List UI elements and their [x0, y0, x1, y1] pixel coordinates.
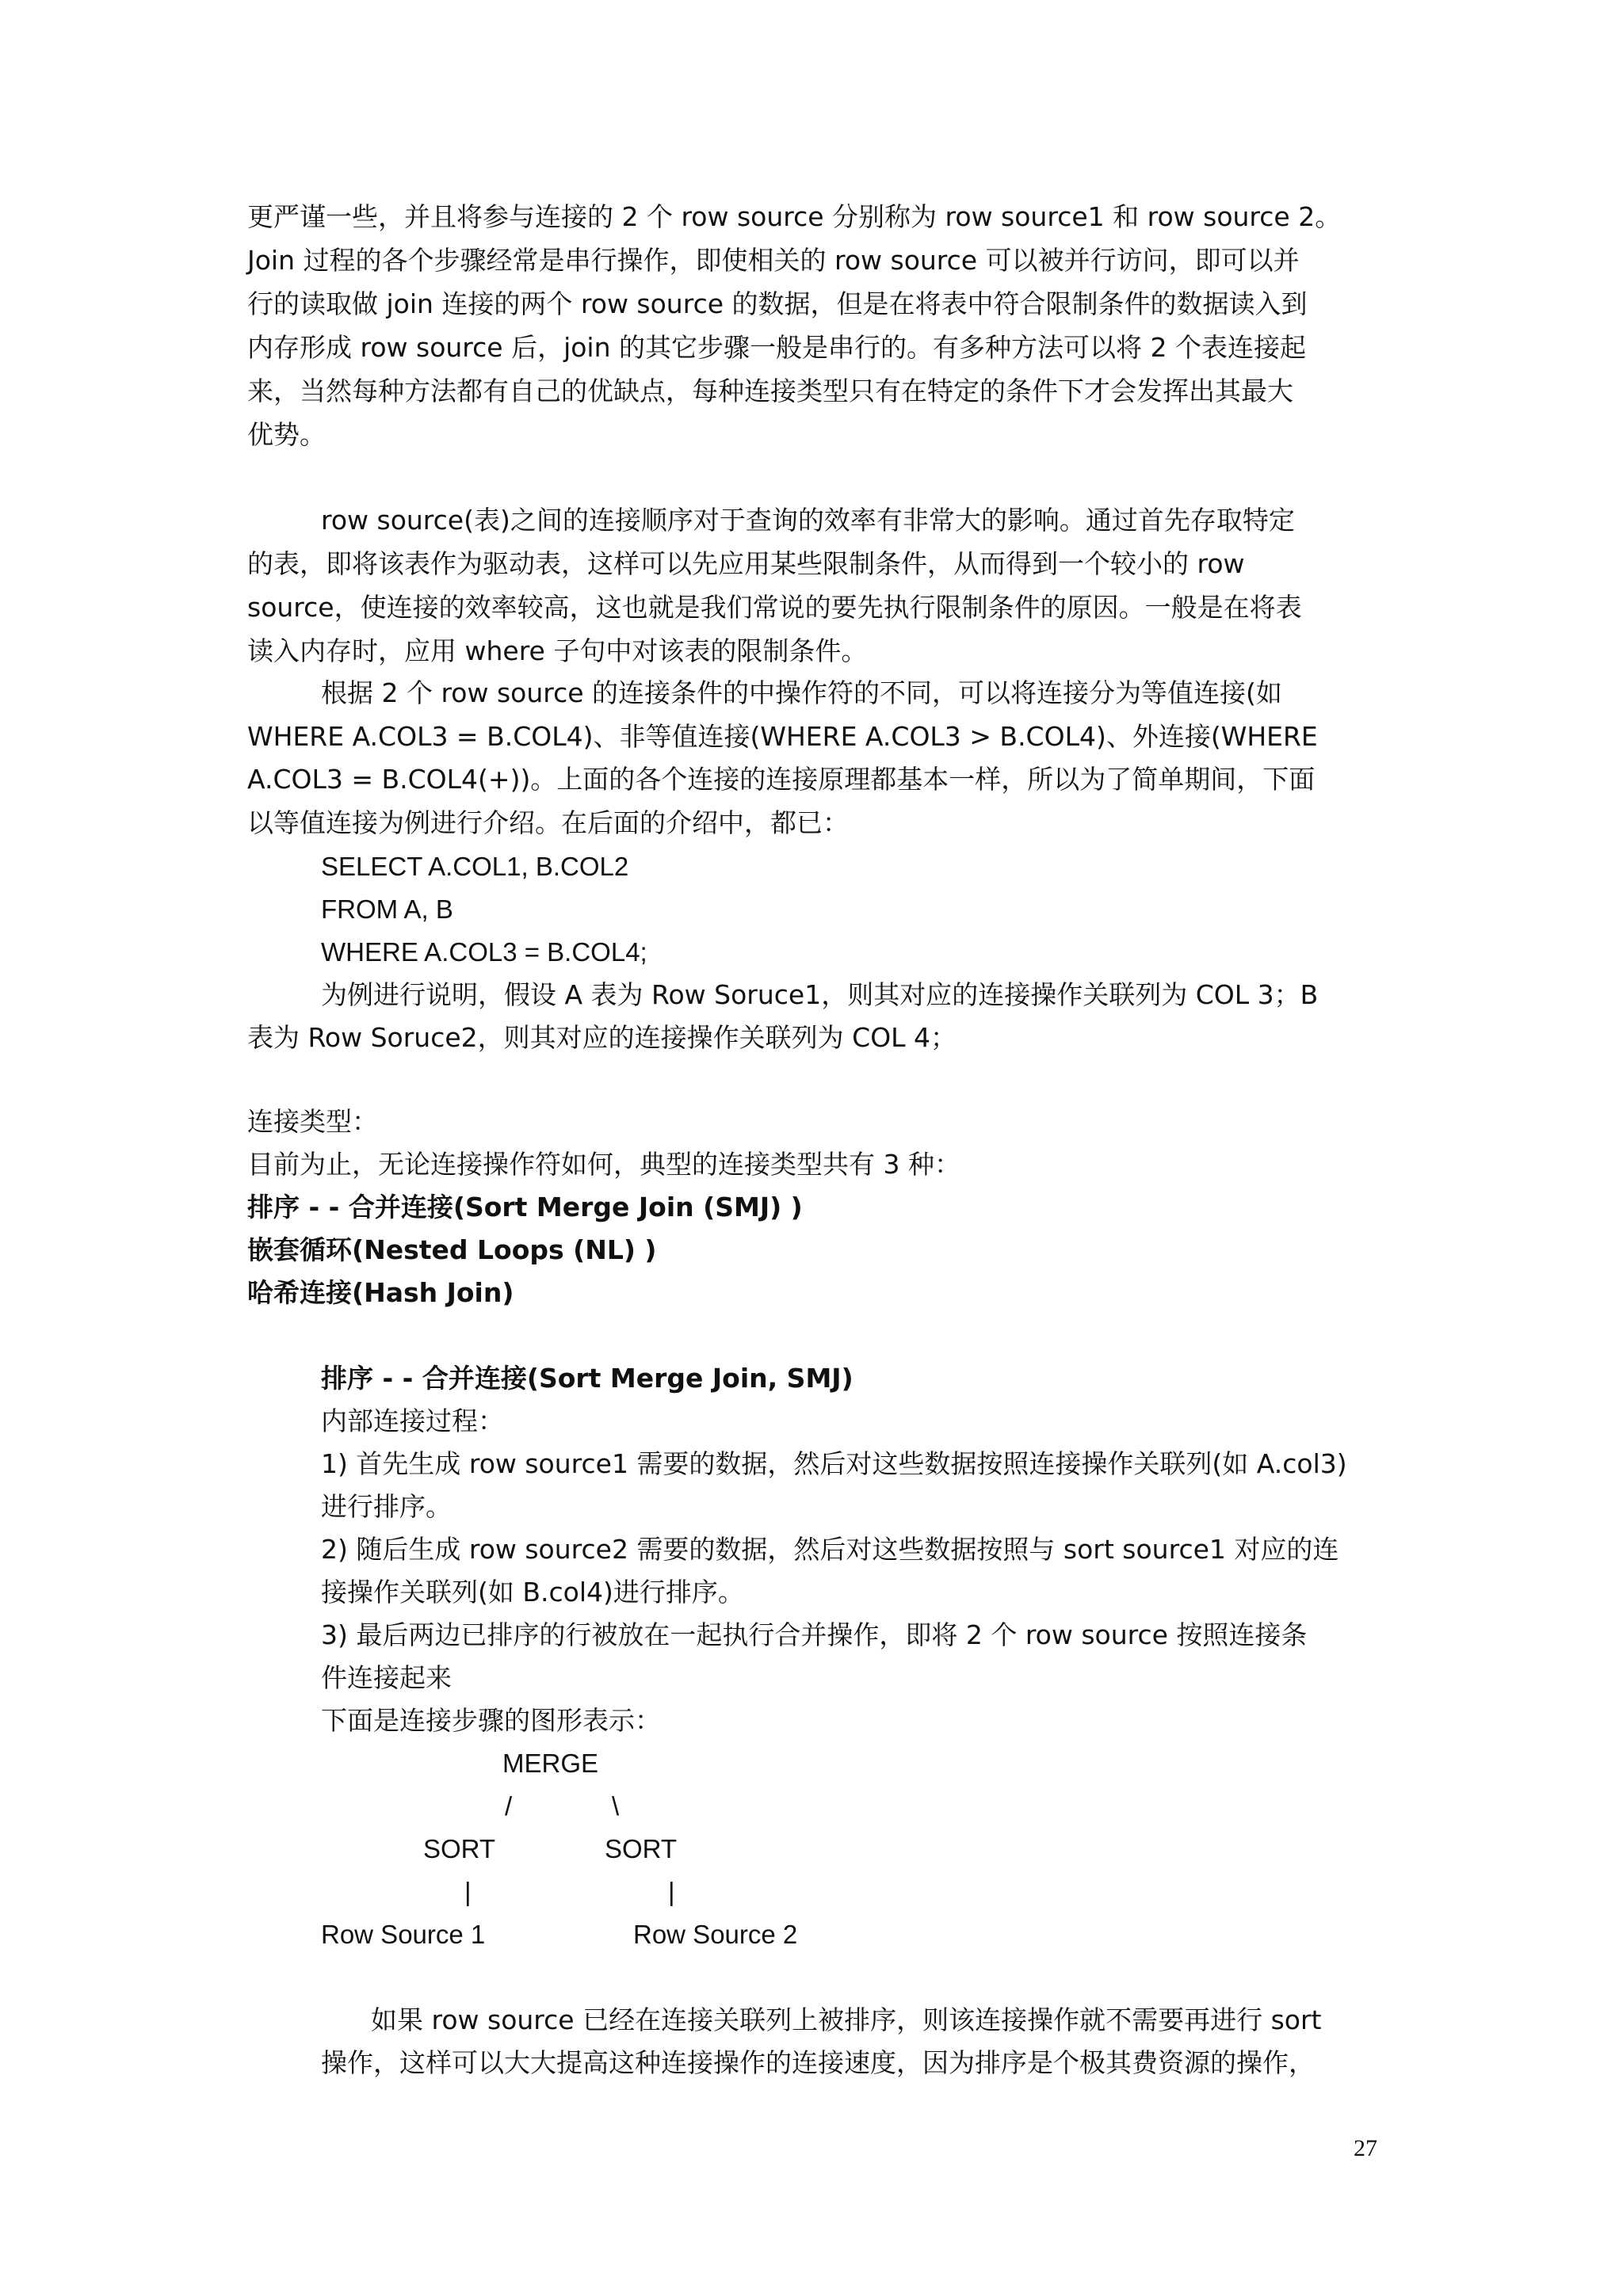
smj-diagram-intro: 下面是连接步骤的图形表示：: [321, 1705, 661, 1736]
diagram-sort-left-node: SORT: [423, 1834, 496, 1863]
smj-step-1-line-1: 1) 首先生成 row source1 需要的数据，然后对这些数据按照连接操作关联列(如 A.col3): [321, 1448, 1347, 1479]
paragraph-5-line-1: 如果 row source 已经在连接关联列上被排序，则该连接操作就不需要再进行 sort: [371, 2004, 1322, 2035]
smj-step-3-line-2: 件连接起来: [321, 1662, 452, 1693]
sql-where-line: WHERE A.COL3 = B.COL4;: [321, 937, 647, 967]
diagram-left-pipe: |: [464, 1877, 472, 1906]
page-number: 27: [1354, 2135, 1377, 2161]
smj-step-2-line-2: 接操作关联列(如 B.col4)进行排序。: [321, 1577, 744, 1608]
diagram-row-source-1: Row Source 1: [321, 1920, 486, 1949]
sql-select-line: SELECT A.COL1, B.COL2: [321, 852, 629, 881]
paragraph-1-line-4: 内存形成 row source 后，join 的其它步骤一般是串行的。有多种方法可以将 2 个表连接起: [247, 332, 1306, 363]
smj-step-2-line-1: 2) 随后生成 row source2 需要的数据，然后对这些数据按照与 sort source1 对应的连: [321, 1534, 1339, 1565]
smj-step-1-line-2: 进行排序。: [321, 1491, 452, 1522]
paragraph-1-line-6: 优势。: [247, 419, 326, 450]
paragraph-3-line-4: 以等值连接为例进行介绍。在后面的介绍中，都已：: [247, 807, 849, 838]
join-type-item-hash: 哈希连接(Hash Join): [247, 1277, 514, 1308]
paragraph-1-line-1: 更严谨一些，并且将参与连接的 2 个 row source 分别称为 row source1 和 row source 2。: [247, 201, 1342, 232]
paragraph-1-line-3: 行的读取做 join 连接的两个 row source 的数据，但是在将表中符合限制条件的数据读入到: [247, 288, 1308, 319]
diagram-sort-right-node: SORT: [605, 1834, 678, 1863]
smj-subheading: 内部连接过程：: [321, 1405, 504, 1436]
paragraph-2-line-4: 读入内存时，应用 where 子句中对该表的限制条件。: [247, 635, 868, 666]
smj-step-3-line-1: 3) 最后两边已排序的行被放在一起执行合并操作，即将 2 个 row source 按照连接条: [321, 1619, 1308, 1650]
join-types-heading: 连接类型：: [247, 1106, 378, 1137]
paragraph-3-line-3: A.COL3 = B.COL4(+))。上面的各个连接的连接原理都基本一样，所以为了简单期间，下面: [247, 764, 1316, 795]
paragraph-3-line-1: 根据 2 个 row source 的连接条件的中操作符的不同，可以将连接分为等值连接(如: [321, 677, 1282, 708]
diagram-left-branch: /: [505, 1791, 513, 1821]
diagram-row-source-2: Row Source 2: [633, 1920, 798, 1949]
smj-heading: 排序 - - 合并连接(Sort Merge Join, SMJ): [321, 1363, 854, 1394]
paragraph-2-line-2: 的表，即将该表作为驱动表，这样可以先应用某些限制条件，从而得到一个较小的 row: [247, 548, 1245, 579]
paragraph-4-line-1: 为例进行说明，假设 A 表为 Row Soruce1，则其对应的连接操作关联列为 COL 3；B: [321, 979, 1319, 1010]
sql-from-line: FROM A, B: [321, 894, 453, 924]
diagram-right-pipe: |: [668, 1877, 675, 1906]
paragraph-5-line-2: 操作，这样可以大大提高这种连接操作的连接速度，因为排序是个极其费资源的操作，: [321, 2047, 1315, 2078]
join-type-item-nl: 嵌套循环(Nested Loops (NL) ): [247, 1234, 657, 1265]
diagram-merge-node: MERGE: [502, 1749, 599, 1778]
paragraph-1-line-2: Join 过程的各个步骤经常是串行操作，即使相关的 row source 可以被并行访问，即可以并: [247, 245, 1300, 276]
join-type-item-smj: 排序 - - 合并连接(Sort Merge Join (SMJ) ): [247, 1192, 803, 1222]
paragraph-3-line-2: WHERE A.COL3 = B.COL4)、非等值连接(WHERE A.COL3 > B.COL4)、外连接(WHERE: [247, 721, 1318, 752]
paragraph-2-line-3: source，使连接的效率较高，这也就是我们常说的要先执行限制条件的原因。一般是在将表: [247, 592, 1302, 623]
paragraph-4-line-2: 表为 Row Soruce2，则其对应的连接操作关联列为 COL 4；: [247, 1022, 957, 1053]
join-types-intro: 目前为止，无论连接操作符如何，典型的连接类型共有 3 种：: [247, 1149, 960, 1180]
diagram-right-branch: \: [612, 1791, 620, 1821]
paragraph-1-line-5: 来，当然每种方法都有自己的优缺点，每种连接类型只有在特定的条件下才会发挥出其最大: [247, 376, 1293, 406]
paragraph-2-line-1: row source(表)之间的连接顺序对于查询的效率有非常大的影响。通过首先存取特定: [321, 505, 1295, 536]
